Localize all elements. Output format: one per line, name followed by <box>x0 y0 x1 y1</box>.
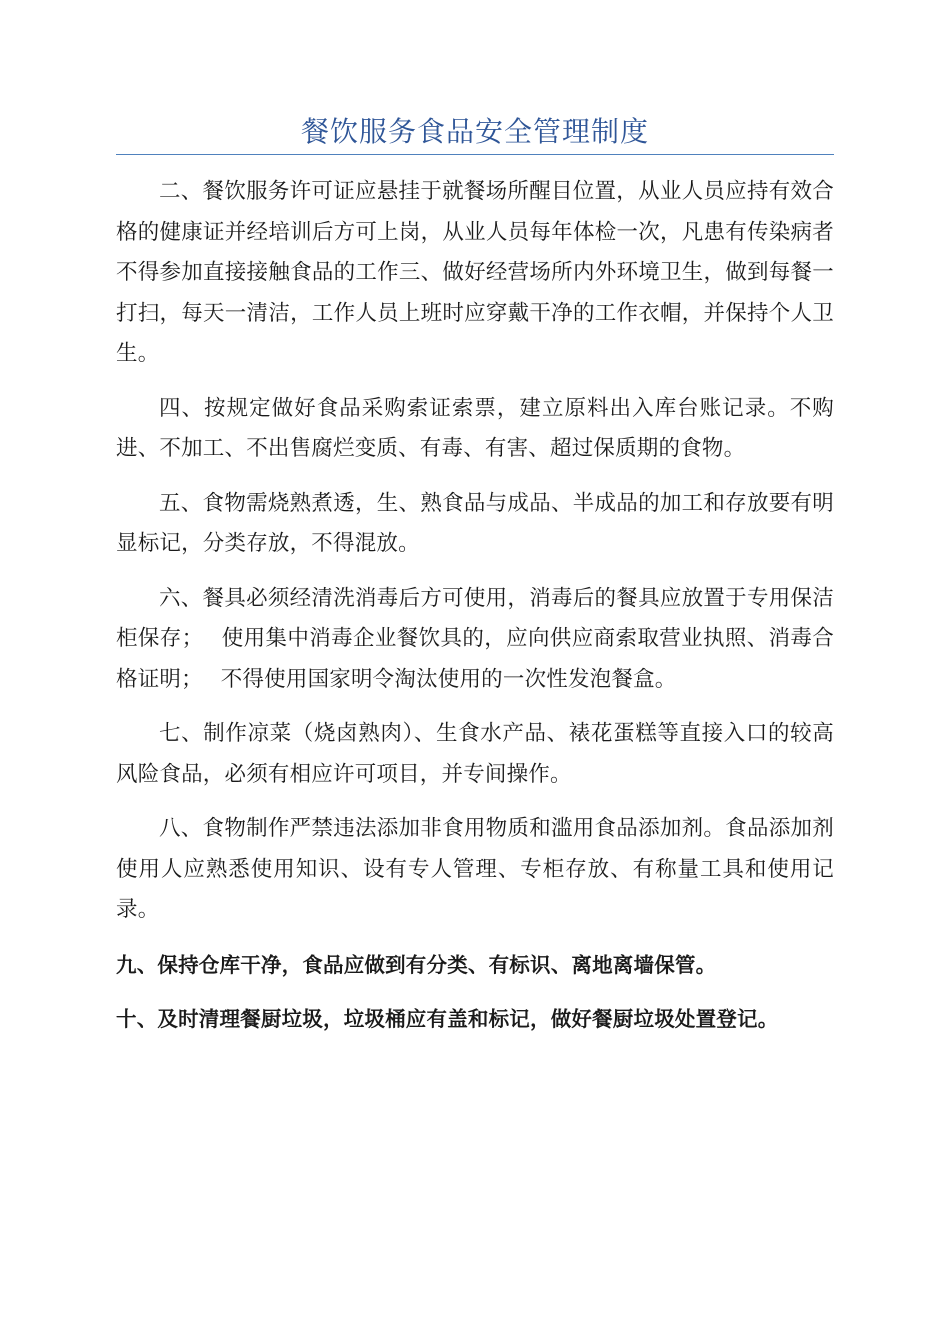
paragraph-5: 五、食物需烧熟煮透，生、熟食品与成品、半成品的加工和存放要有明显标记，分类存放，不得混放。 <box>116 490 834 556</box>
paragraph-7: 七、制作凉菜（烧卤熟肉）、生食水产品、裱花蛋糕等直接入口的较高风险食品，必须有相应许可项目，并专间操作。 <box>116 721 834 787</box>
paragraph-2: 二、餐饮服务许可证应悬挂于就餐场所醒目位置，从业人员应持有效合格的健康证并经培训后方可上岗，从业人员每年体检一次，凡患有传染病者不得参加直接接触食品的工作三、做好经营场所内外环境卫生，做到每餐一打扫，每天一清洁，工作人员上班时应穿戴干净的工作衣帽，并保持个人卫生。 <box>116 179 834 366</box>
paragraph-4: 四、按规定做好食品采购索证索票，建立原料出入库台账记录。不购进、不加工、不出售腐烂变质、有毒、有害、超过保质期的食物。 <box>116 395 834 461</box>
document-title: 餐饮服务食品安全管理制度 <box>300 115 649 148</box>
paragraph-6: 六、餐具必须经清洗消毒后方可使用，消毒后的餐具应放置于专用保洁柜保存； 使用集中消毒企业餐饮具的，应向供应商索取营业执照、消毒合格证明； 不得使用国家明令淘汰使用的一次性发泡餐盒。 <box>116 585 834 692</box>
paragraph-8: 八、食物制作严禁违法添加非食用物质和滥用食品添加剂。食品添加剂使用人应熟悉使用知识、设有专人管理、专柜存放、有称量工具和使用记录。 <box>116 816 834 922</box>
document-body <box>116 172 834 1054</box>
title-underline <box>116 154 834 155</box>
paragraph-9: 九、保持仓库干净，食品应做到有分类、有标识、离地离墙保管。 <box>116 952 717 977</box>
paragraph-10: 十、及时清理餐厨垃圾，垃圾桶应有盖和标记，做好餐厨垃圾处置登记。 <box>116 1007 779 1031</box>
